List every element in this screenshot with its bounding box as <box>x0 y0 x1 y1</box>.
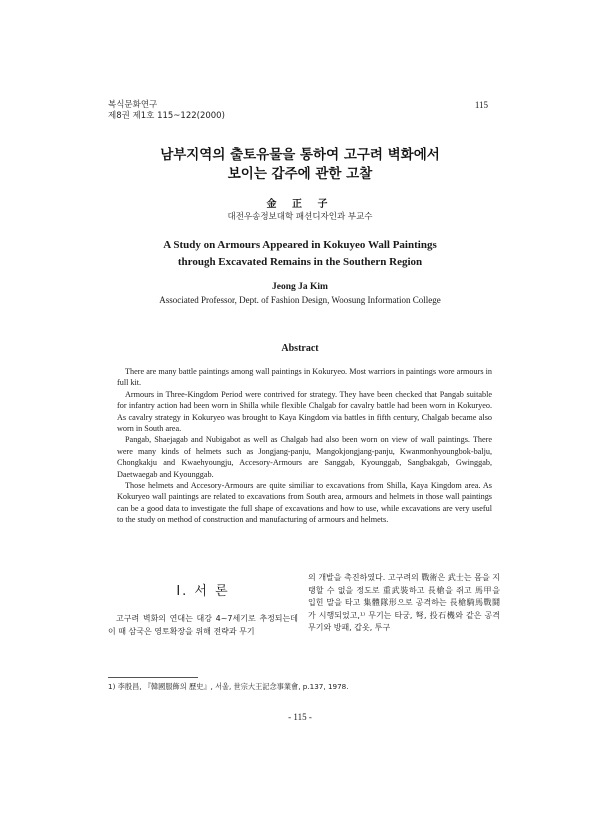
journal-volume: 제8권 제1호 115~122(2000) <box>108 111 225 121</box>
body-paragraph: 의 개발을 촉진하였다. 고구려의 戰術은 武士는 몸을 지탱할 수 없을 정도로 重武裝하고 長槍을 쥐고 馬甲을 입힌 말을 타고 集體隊形으로 공격하는 長槍騎馬戰鬪가 시행되었고,¹⁾ 무기는 타궁, 弩, 投石機와 같은 공격무기와 방패, 갑옷, 투구 <box>308 573 500 632</box>
section-heading-introduction: Ⅰ. 서 론 <box>176 584 230 599</box>
abstract-heading: Abstract <box>281 343 319 354</box>
footnote: 1) 李殷昌, 『韓國服飾의 歷史』, 서울, 世宗大王記念事業會, p.137, 1978. <box>108 682 349 691</box>
journal-name: 복식문화연구 <box>108 100 158 110</box>
body-paragraph: 고구려 벽화의 연대는 대강 4~7세기로 추정되는데 이 때 삼국은 영토확장을 위해 전략과 무기 <box>108 614 298 636</box>
abstract-paragraph: Armours in Three-Kingdom Period were contrived for strategy. They have been checked that Pangab suitable for infantry action had been worn in Shilla while flexible Chalgab for cavalry battle had been worn in Kokuryeo. As cavalry strategy in Kokuryeo was brought to Kaya Kingdom via battles in fifth century, Chalgab became also worn in South area. <box>117 389 492 434</box>
abstract-body <box>117 366 492 526</box>
author-korean: 金 正 子 <box>266 199 334 210</box>
body-column-right <box>308 572 500 635</box>
affiliation-english: Associated Professor, Dept. of Fashion Design, Woosung Information College <box>159 295 441 305</box>
body-column-left <box>108 570 298 638</box>
abstract-paragraph: There are many battle paintings among wall paintings in Kokuryeo. Most warriors in paintings wore armours in full kit. <box>117 367 492 388</box>
abstract-paragraph: Pangab, Shaejagab and Nubigabot as well as Chalgab had also been worn on view of wall paintings. There were many kinds of helmets such as Jongjang-panju, Mangokjongjang-panju, Kwanmonhyoungbok-balju, Chongkakju and Kwaehyoungju, Accesory-Armours are Sanggab, Kyounggab, Sangbakgab, Gwinggab, Daetwaegab and Kyounggab. <box>117 435 492 479</box>
affiliation-korean: 대전우송정보대학 패션디자인과 부교수 <box>227 212 373 222</box>
title-english <box>0 237 600 271</box>
title-korean-line1: 남부지역의 출토유물을 통하여 고구려 벽화에서 <box>160 147 440 163</box>
title-korean <box>0 146 600 184</box>
title-english-line2: through Excavated Remains in the Southern Region <box>177 256 423 268</box>
title-english-line1: A Study on Armours Appeared in Kokuyeo Wall Paintings <box>163 239 437 251</box>
page-number-bottom: - 115 - <box>288 712 312 722</box>
abstract-paragraph: Those helmets and Accesory-Armours are quite similiar to excavations from Shilla, Kaya Kingdom area. As Kokuryeo wall paintings are related to excavations from South area, armours and helmets in those wall paintings can be a good data to investigate the full shape of excavations and how to use, while excavations are very useful to the study on method of construction and manufacturing of armours and helmets. <box>117 481 492 525</box>
journal-info <box>108 100 225 122</box>
title-korean-line2: 보이는 갑주에 관한 고찰 <box>227 166 373 182</box>
page-number-top: 115 <box>474 100 488 110</box>
footnote-divider <box>108 677 198 678</box>
author-english: Jeong Ja Kim <box>272 282 328 292</box>
